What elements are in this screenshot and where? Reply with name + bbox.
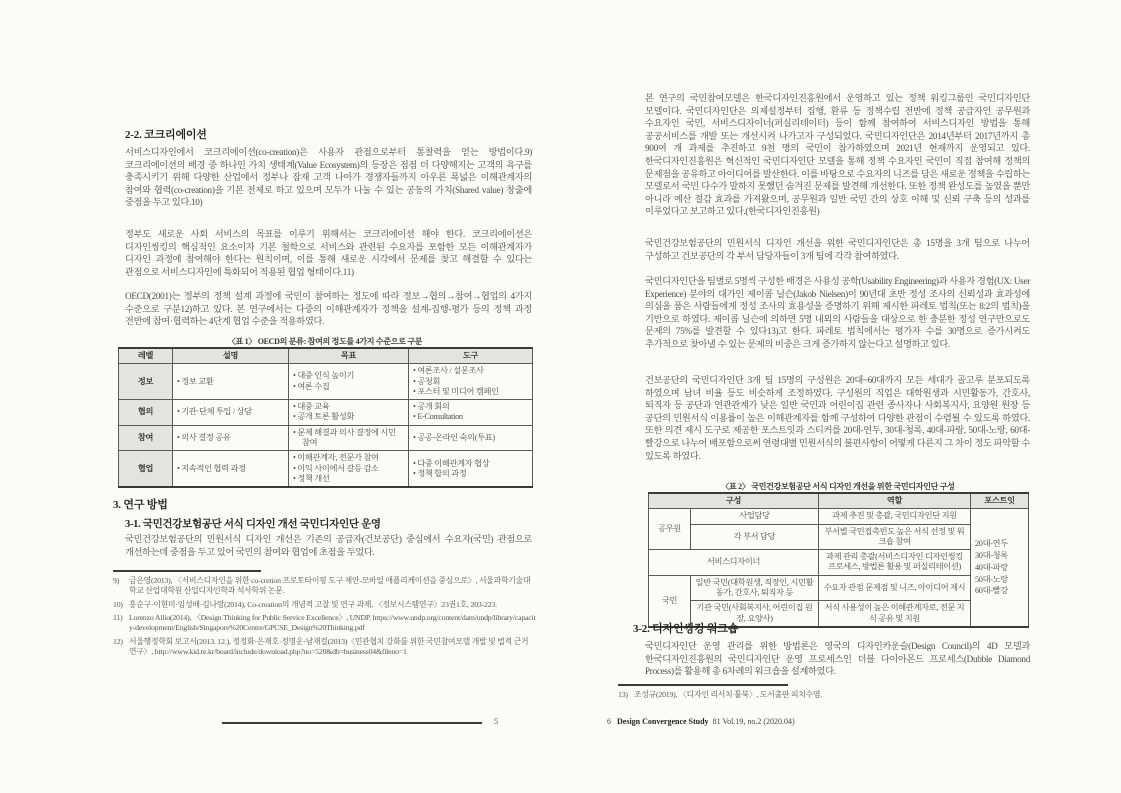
table-cell: 과제 관리 총괄(서비스디자인 디자인씽킹 프로세스, 방법론 활용 및 퍼실리테이션): [819, 550, 971, 576]
table-cell: [173, 451, 289, 487]
footnote: [113, 600, 537, 610]
list-item: • 공개 토론 활성화: [293, 412, 404, 422]
section-3-1-heading: 3-1. 국민건강보험공단 서식 디자인 개선 국민디자인단 운영: [125, 519, 381, 530]
table-cell-postit: [971, 509, 1029, 627]
page-number-left: 5: [494, 717, 498, 726]
table-cell: [409, 364, 533, 400]
table-header-cell: 목표: [289, 348, 409, 364]
journal-meta: 81 Vol.19, no.2 (2020.04): [712, 717, 795, 726]
table-row: [119, 425, 533, 451]
table-cell: [289, 451, 409, 487]
paragraph: 본 연구의 국민참여모델은 한국디자인진흥원에서 운영하고 있는 정책 워킹그룹인 국민디자인단 모델이다. 국민디자인단은 의제설정부터 집행, 환류 등 정책수립 전반에 정책 공급자인 공무원과 수요자인 국민, 서비스디자이너(퍼실리테이터) 등이 함께 참여하여 서비스디자인 방법을 통해 공공서비스를 개발 또는 개선시켜 나가고자 구성되었다. 국민디자인단은 2014년부터 2017년까지 총 900여 개 과제를 추진하고 9천 명의 국민이 참가하였으며 2021년 현재까지 운영되고 있다. 한국디자인진흥원은 혁신적인 국민디자인단 모델을 통해 정책 수요자인 국민이 직접 참여해 정책의 문제점을 공유하고 아이디어를 발산한다. 이를 바탕으로 수요자의 니즈를 담은 새로운 정책을 수립하는 모델로서 국민 다수가 말하지 못했던 숨겨진 문제를 발견해 개선한다. 또한 정책 완성도를 높였을 뿐만 아니라 예산 절감 효과를 가져왔으며, 공무원과 일반 국민 간의 상호 이해 및 신뢰 구축 등의 성과를 이루었다고 보고하고 있다.(한국디자인진흥원): [645, 93, 1030, 217]
table-cell-level: 협업: [119, 451, 173, 487]
list-item: • 공청회: [413, 377, 528, 387]
table-2-design-team: [648, 492, 1029, 628]
list-item: • 이익 사이에서 갈등 감소: [293, 464, 404, 474]
table-cell: [289, 400, 409, 426]
table-cell: 과제 추진 및 총괄, 국민디자인단 지원: [819, 509, 971, 524]
list-item: • 지속적인 협력 과정: [177, 464, 284, 474]
table-row: [119, 400, 533, 426]
table-cell: [173, 425, 289, 451]
section-2-2-heading: 2-2. 코크리에이션: [125, 129, 207, 141]
paragraph: OECD(2001)는 정부의 정책 설계 과정에 국민이 참여하는 정도에 따라 정보→협의→참여→협업의 4가지 수준으로 구분12)하고 있다. 본 연구에서는 다중의 이해관계자가 정책을 설계-집행-평가 등의 정책 과정 전반에 참여·협력하는 4단계 협업 수준을 적용하였다.: [125, 291, 532, 327]
table-header-cell: 역할: [819, 493, 971, 509]
table-cell: 사업담당: [691, 509, 819, 524]
footnote: [113, 613, 537, 633]
footnote-number: 13): [618, 690, 628, 699]
footnote-text: 서울행정학회 보고서(2013. 12.), 정정화·은재호·정명운·남재걸(2013)〈민관협치 강화를 위한 국민참여모델 개발 및 법적 근거 연구〉, http://www.kid.re.kr/board/include/download.php?no=520&db=business04&fileno=1: [129, 636, 529, 656]
footer-rule: [222, 722, 482, 724]
list-item: • 정책 개선: [293, 474, 404, 484]
table-cell: [409, 451, 533, 487]
table-1-caption: 〈표 1〉 OECD의 분류: 참여의 정도를 4가지 수준으로 구분: [227, 337, 423, 346]
paragraph: 국민건강보험공단의 민원서식 디자인 개선을 위한 국민디자인단은 총 15명을 3개 팀으로 나누어 구성하고 건보공단의 각 부서 담당자들이 3개 팀에 각각 참여하였다.: [645, 238, 1030, 261]
list-item: • 이해관계자, 전문가 참여: [293, 453, 404, 463]
paragraph: 건보공단의 국민디자인단 3개 팀 15명의 구성원은 20대~60대까지 모든 세대가 골고루 분포되도록 하였으며 남녀 비율 등도 비슷하게 조정하였다. 구성원의 직업은 대학원생과 시민활동가, 간호사, 퇴직자 등 공단과 연관관계가 낮은 일반 국민과 어린이집 관련 종사자나 사회복지사, 요양원 원장 등 공단의 민원서식 이용률이 높은 이해관계자를 함께 구성하여 다양한 관점이 수렴될 수 있도록 하였다. 또한 의견 제시 도구로 제공한 포스트잇과 스티커를 20대-연두, 30대-청록, 40대-파랑, 50대-노랑, 60대-빨강으로 나누어 배포함으로써 연령대별 민원서식의 불편사항이 어떻게 다른지 그 차이 정도 파악할 수 있도록 하였다.: [645, 375, 1030, 461]
table-cell: [173, 364, 289, 400]
journal-footer: [607, 717, 795, 726]
table-cell: [173, 400, 289, 426]
table-cell: 수요자 관점 문제점 및 니즈, 아이디어 제시: [819, 575, 971, 601]
footnote-number: 9): [113, 576, 120, 585]
paragraph: 국민건강보험공단의 민원서식 디자인 개선은 기존의 공급자(건보공단) 중심에서 수요자(국민) 관점으로 개선하는데 중점을 두고 있어 국민의 참여와 협업에 초점을 두었다.: [125, 534, 532, 557]
list-item: • 다중 이해관계자 협상: [413, 459, 528, 469]
table-row: [119, 451, 533, 487]
table-row: [649, 493, 1029, 509]
postit-color-item: 50대-노랑: [975, 574, 1008, 584]
postit-color-item: 40대-파랑: [975, 562, 1008, 572]
list-item: • 포스터 및 미디어 캠페인: [413, 387, 528, 397]
list-item: • 정보 교환: [177, 377, 284, 387]
section-3-heading: 3. 연구 방법: [113, 499, 168, 511]
table-cell-level: 참여: [119, 425, 173, 451]
footnote-text: 홍순구·이현미·임성배·김나랑(2014), Co-creation의 개념적 고찰 및 연구 과제, 〈정보시스템연구〉23권1호, 203-223.: [129, 599, 497, 609]
footnote-number: 12): [113, 636, 123, 646]
list-item: • 여론 수집: [293, 382, 404, 392]
postit-color-item: 20대-연두: [975, 539, 1008, 549]
list-item: • 의사 결정 공유: [177, 433, 284, 443]
table-cell-group: 공무원: [649, 509, 691, 550]
postit-color-item: 60대-빨강: [975, 586, 1008, 596]
table-cell: 일반 국민(대학원생, 직장인, 시민활동가, 간호사, 퇴직자 등: [691, 575, 819, 601]
list-item: • 여론조사 / 설문조사: [413, 366, 528, 376]
table-cell: 각 부서 담당: [691, 524, 819, 550]
footnote-separator: [618, 684, 788, 686]
list-item: • 공공-온라인 숙의(투표): [413, 433, 528, 443]
table-header-cell: 레벨: [119, 348, 173, 364]
list-item: • 문제 해결과 의사 결정에 시민 참여: [293, 428, 404, 449]
table-cell: [289, 425, 409, 451]
table-1-oecd-levels: [118, 347, 533, 488]
table-cell-group: 국민: [649, 575, 691, 627]
table-cell: 부서별 국민접촉빈도 높은 서식 선정 및 워크숍 참여: [819, 524, 971, 550]
table-cell: [409, 425, 533, 451]
paragraph: 국민디자인단을 팀별로 5명씩 구성한 배경은 사용성 공학(Usability Engineering)과 사용자 경험(UX: User Experience) 분야의 대가인 제이콥 닐슨(Jakob Nielsen)이 90년대 초반 정성 조사의 신뢰성과 효과성에 의심을 품은 사람들에게 정성 조사의 효용성을 증명하기 위해 제시한 파레토 법칙(또는 8:2의 법칙)을 기반으로 하였다. 제이콥 닐슨에 의하면 5명 내외의 사람들을 대상으로 한 충분한 정성 연구만으로도 문제의 75%를 발견할 수 있다13)고 한다. 파레토 법칙에서는 평가자 수를 30명으로 증가시켜도 추가적으로 찾아낼 수 있는 문제의 비중은 크게 증가하지 않는다고 설명하고 있다.: [645, 276, 1030, 349]
list-item: • 정책 합의 과정: [413, 469, 528, 479]
page-number-right: 6: [607, 717, 611, 726]
table-cell: 기관 국민(사회복지사, 어린이집 원장, 요양사): [691, 601, 819, 627]
table-cell: [409, 400, 533, 426]
journal-name: Design Convergence Study: [617, 717, 709, 726]
table-2-caption: 〈표 2〉 국민건강보험공단 서식 디자인 개선을 위한 국민디자인단 구성: [721, 482, 955, 491]
list-item: • 대중 교육: [293, 402, 404, 412]
footnote-number: 10): [113, 599, 123, 609]
section-3-2-heading: 3-2. 디자인씽킹 워크숍: [633, 623, 739, 635]
footnotes-block: [113, 576, 537, 661]
table-header-cell: 구성: [649, 493, 819, 509]
paragraph: 국민디자인단 운영 관리를 위한 방법론은 영국의 디자인카운슬(Design Council)의 4D 모델과 한국디자인진흥원의 국민디자인단 운영 프로세스인 더블 다이아몬드 프로세스(Dubble Diamond Process)를 활용해 총 6차례의 워크숍을 설계하였다.: [645, 641, 1030, 677]
table-header-cell: 설명: [173, 348, 289, 364]
list-item: • 대중 인식 높이기: [293, 371, 404, 381]
table-cell-level: 정보: [119, 364, 173, 400]
footnote: [113, 637, 537, 657]
footnote: [113, 576, 537, 596]
footnote-text: Lorenzo Allio(2014), 〈Design Thinking for Public Service Excellence〉, UNDP. https://www.undp.org/content/dam/undp/library/capacity-development/English/Singapore%20Centre/GPCSE_Design%20Thinking.pdf: [129, 613, 536, 633]
postit-color-item: 30대-청록: [975, 550, 1008, 560]
paragraph: 정부도 새로운 사회 서비스의 목표를 이루기 위해서는 코크리에이션 해야 한다. 코크리에이션은 디자인씽킹의 핵심적인 요소이자 기본 철학으로 서비스와 관련된 수요자를 포함한 모든 이해관계자가 디자인 과정에 참여해야 한다는 원칙이며, 이를 통해 새로운 시각에서 문제를 찾고 해결할 수 있다는 관점으로 서비스디자인에 특화되어 적용된 협업 형태이다.11): [125, 229, 532, 277]
footnotes-block: [618, 690, 1028, 704]
table-header-cell: 포스트잇: [971, 493, 1029, 509]
table-row: [649, 509, 1029, 524]
footnote-separator: [113, 570, 261, 572]
table-cell: 서식 사용성이 높은 이해관계자로, 전문 지식 공유 및 지원: [819, 601, 971, 627]
footnote-text: 조성규(2019), 〈디자인 리서치 툴북〉, 도서출판 피치수염.: [634, 690, 823, 699]
table-row: [119, 348, 533, 364]
table-cell: [289, 364, 409, 400]
list-item: • 공개 회의: [413, 402, 528, 412]
table-cell: 서비스디자이너: [649, 550, 819, 576]
table-cell-level: 협의: [119, 400, 173, 426]
list-item: • 기관·단체 투입 / 상담: [177, 407, 284, 417]
list-item: • E-Consultation: [413, 412, 528, 422]
footnote: [618, 690, 1028, 700]
table-header-cell: 도구: [409, 348, 533, 364]
table-row: [119, 364, 533, 400]
paragraph: 서비스디자인에서 코크리에이션(co-creation)은 사용자 관점으로부터 통찰력을 얻는 방법이다.9) 코크리에이션의 배경 중 하나인 가치 생태계(Value Ecosystem)의 등장은 점점 더 다양해지는 고객의 욕구를 충족시키기 위해 다양한 산업에서 정부나 잠재 고객 나아가 경쟁자들까지 아우른 폭넓은 이해관계자의 참여와 협력(co-creation)을 기본 전제로 하고 있으며 모두가 나눌 수 있는 공동의 가치(Shared value) 창출에 중점을 두고 있다.10): [125, 147, 532, 208]
footnote-number: 11): [113, 613, 123, 623]
footnote-text: 금은영(2013), 〈서비스디자인을 위한 co-cretion 프로토타이핑 도구 제안-모바일 애플리케이션을 중심으로〉, 서울과학기술대학교 산업대학원 산업디자인학과 석사학위 논문.: [129, 576, 531, 595]
